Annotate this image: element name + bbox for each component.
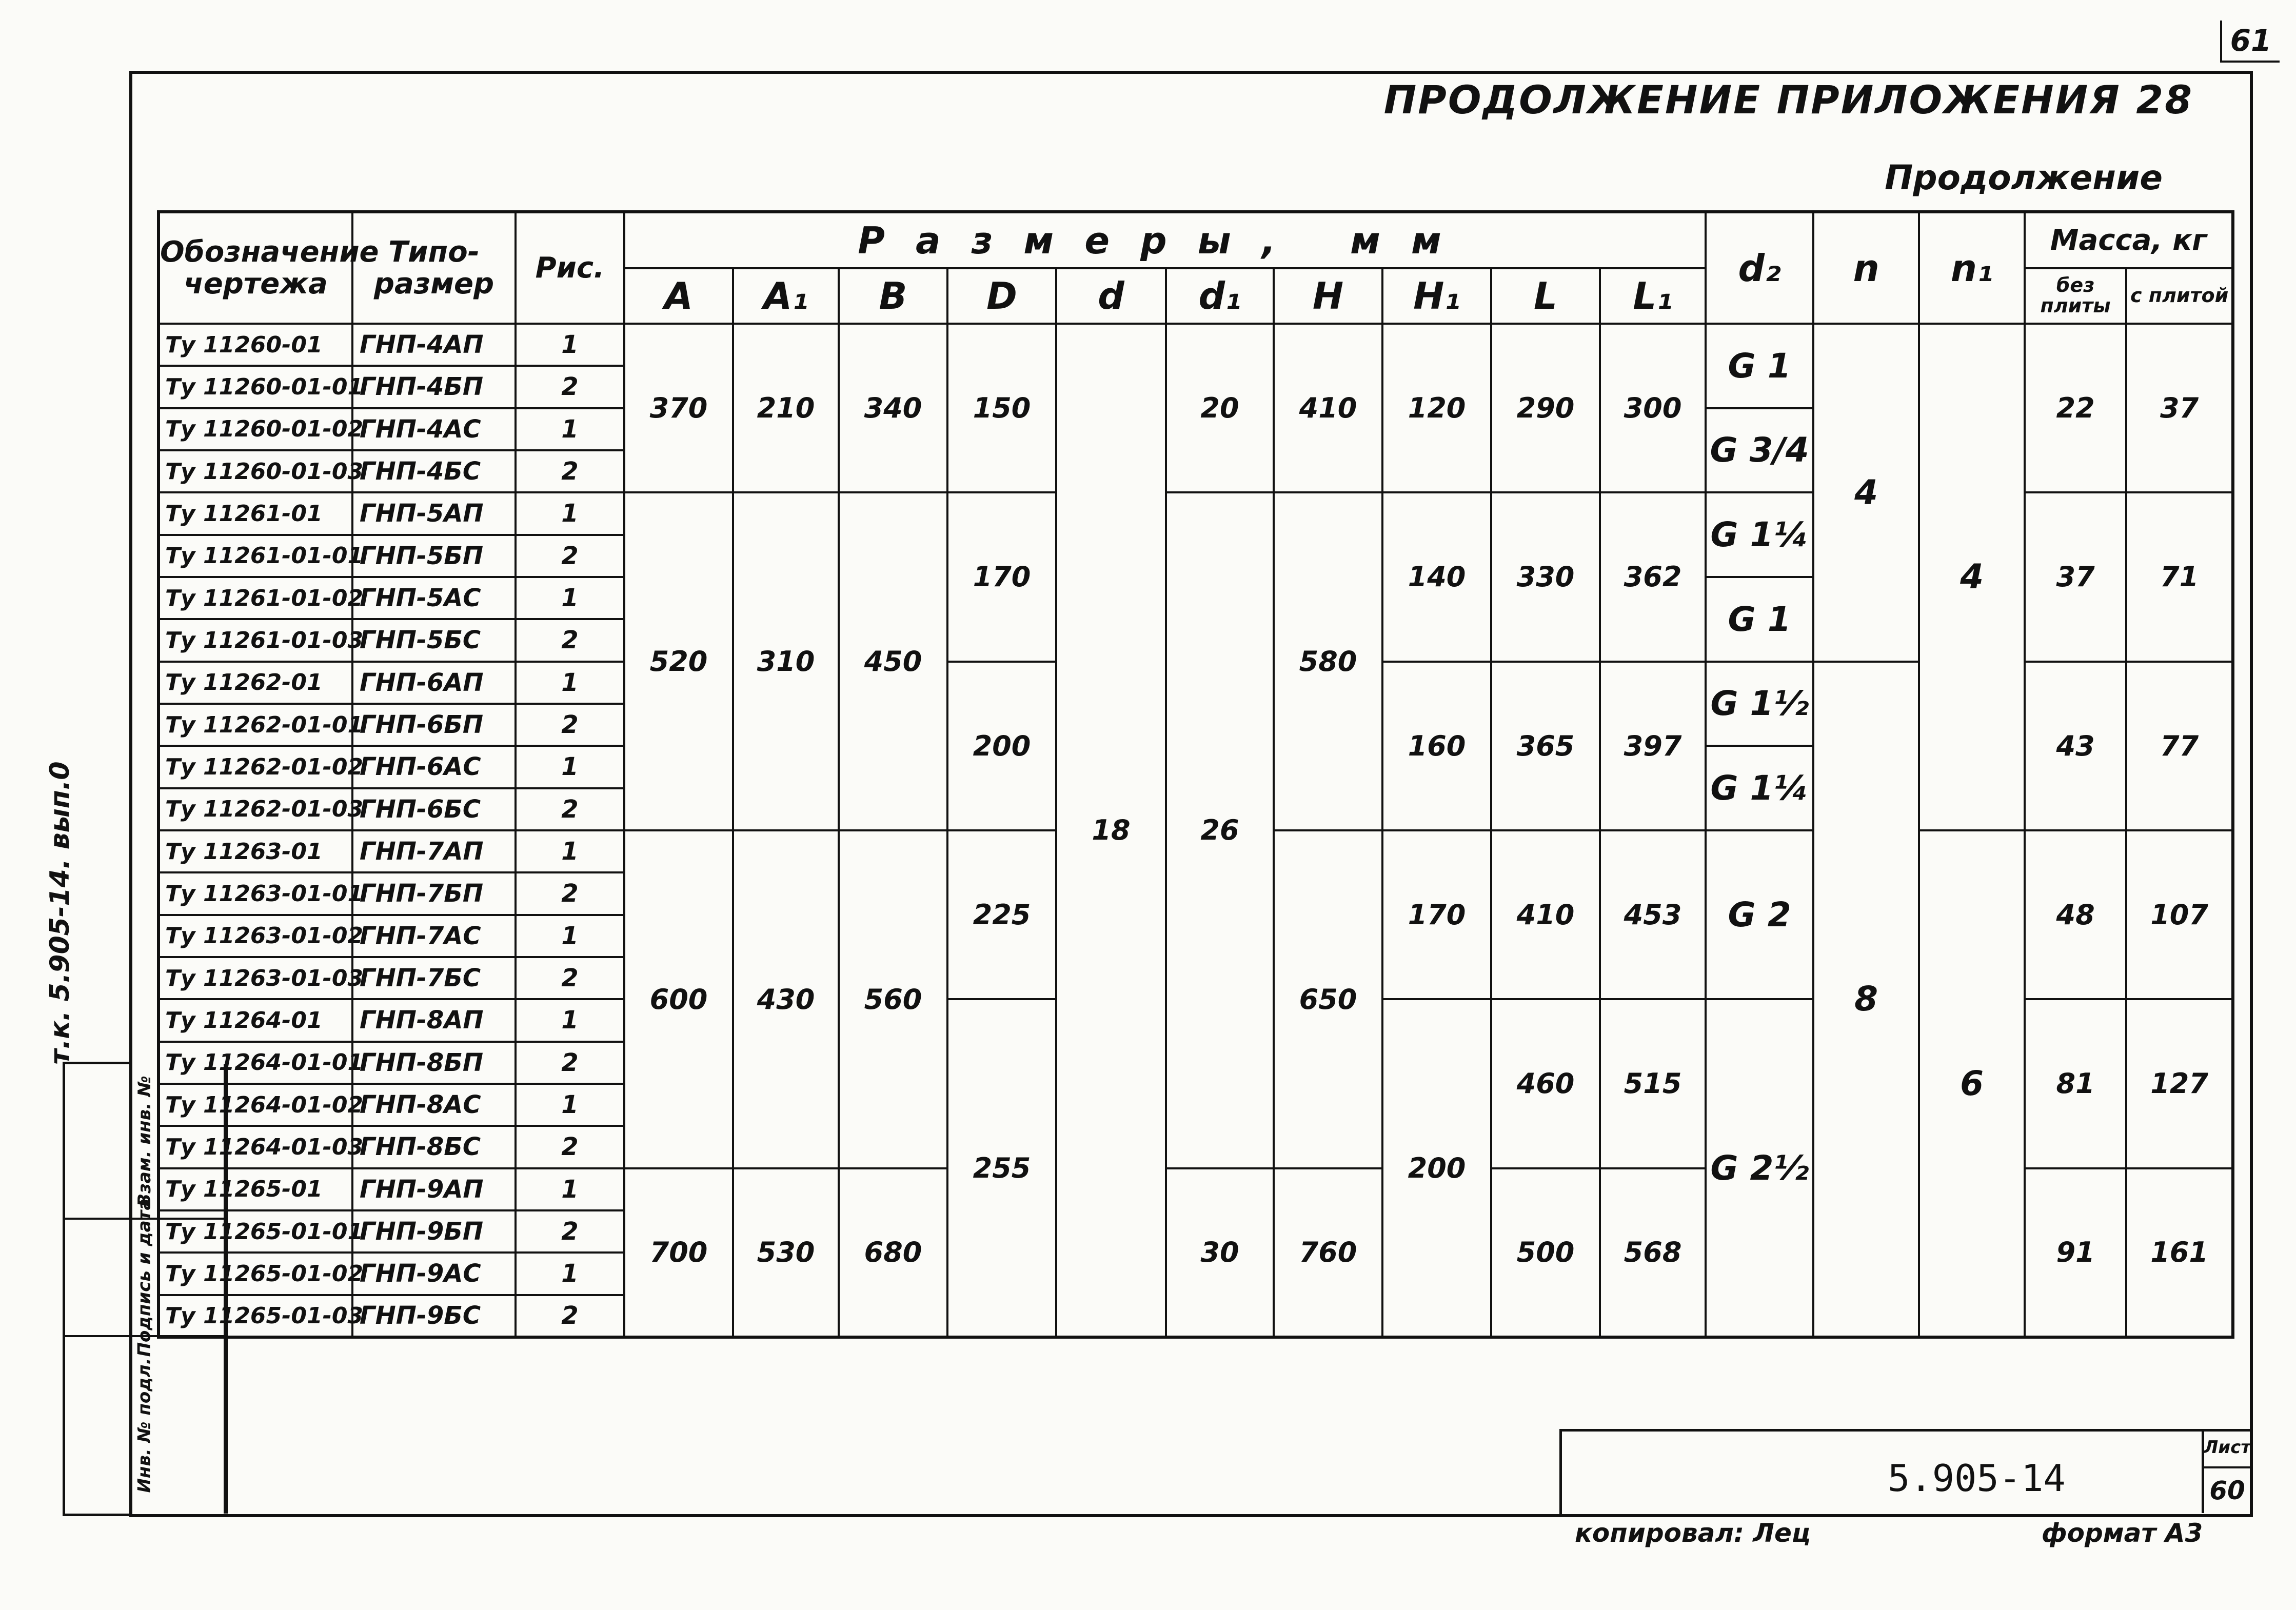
type-size-cell: ГНП-6АС: [352, 746, 516, 788]
header-d1: d₁: [1166, 268, 1274, 324]
L1-cell: 453: [1600, 830, 1706, 999]
mass-with-plate-cell: 77: [2126, 662, 2233, 830]
A1-cell: 430: [733, 830, 839, 1168]
type-size-cell: ГНП-5АП: [352, 492, 516, 534]
figure-cell: 1: [516, 915, 624, 957]
header-dimensions: Размеры, мм: [624, 212, 1706, 268]
drawing-code-cell: Ту 11265-01-03: [159, 1295, 352, 1337]
n1-cell: 6: [1919, 830, 2025, 1337]
type-size-cell: ГНП-5БП: [352, 535, 516, 577]
D-cell: 225: [947, 830, 1056, 999]
figure-cell: 2: [516, 1042, 624, 1084]
drawing-code-cell: Ту 11260-01-03: [159, 450, 352, 492]
figure-cell: 2: [516, 872, 624, 915]
drawing-code-cell: Ту 11264-01: [159, 999, 352, 1041]
drawing-code-cell: Ту 11265-01-01: [159, 1210, 352, 1253]
drawing-code-cell: Ту 11263-01-01: [159, 872, 352, 915]
L-cell: 290: [1491, 324, 1600, 492]
drawing-code-cell: Ту 11263-01-02: [159, 915, 352, 957]
type-size-cell: ГНП-4АП: [352, 324, 516, 366]
figure-cell: 2: [516, 450, 624, 492]
n-cell: 8: [1813, 662, 1919, 1337]
d2-cell: G 2½: [1706, 999, 1813, 1337]
figure-cell: 2: [516, 535, 624, 577]
mass-without-plate-cell: 22: [2025, 324, 2126, 492]
drawing-code-cell: Ту 11262-01-03: [159, 788, 352, 830]
type-size-cell: ГНП-9АС: [352, 1253, 516, 1295]
H-cell: 650: [1274, 830, 1382, 1168]
header-d2: d₂: [1706, 212, 1813, 324]
drawing-code-cell: Ту 11262-01: [159, 662, 352, 704]
paper-format: формат А3: [2042, 1518, 2203, 1548]
H-cell: 580: [1274, 492, 1382, 830]
d-cell: 18: [1056, 324, 1166, 1337]
figure-cell: 2: [516, 1126, 624, 1168]
type-size-cell: ГНП-8АС: [352, 1084, 516, 1126]
figure-cell: 1: [516, 324, 624, 366]
drawing-code-cell: Ту 11263-01-03: [159, 957, 352, 999]
specification-table: [157, 210, 2234, 1339]
d2-cell: G 1¼: [1706, 492, 1813, 577]
d1-cell: 26: [1166, 492, 1274, 1168]
drawing-code-cell: Ту 11262-01-02: [159, 746, 352, 788]
figure-cell: 1: [516, 830, 624, 872]
type-size-cell: ГНП-6БС: [352, 788, 516, 830]
figure-cell: 2: [516, 788, 624, 830]
drawing-code-cell: Ту 11260-01: [159, 324, 352, 366]
drawing-code-cell: Ту 11262-01-01: [159, 704, 352, 746]
figure-cell: 1: [516, 662, 624, 704]
drawing-code-cell: Ту 11261-01-02: [159, 577, 352, 619]
type-size-cell: ГНП-4БП: [352, 366, 516, 408]
figure-cell: 1: [516, 408, 624, 450]
d2-cell: G 1: [1706, 577, 1813, 662]
side-caption: т.к. 5.905-14. вып.0: [45, 761, 75, 1065]
A1-cell: 210: [733, 324, 839, 492]
L-cell: 500: [1491, 1168, 1600, 1337]
figure-cell: 1: [516, 746, 624, 788]
type-size-cell: ГНП-8БП: [352, 1042, 516, 1084]
mass-without-plate-cell: 48: [2025, 830, 2126, 999]
figure-cell: 2: [516, 957, 624, 999]
header-mass-with-plate: с плитой: [2126, 268, 2233, 324]
figure-cell: 1: [516, 492, 624, 534]
mass-with-plate-cell: 127: [2126, 999, 2233, 1168]
B-cell: 680: [839, 1168, 947, 1337]
figure-cell: 1: [516, 1168, 624, 1210]
H1-cell: 200: [1382, 999, 1491, 1337]
header-L1: L₁: [1600, 268, 1706, 324]
B-cell: 560: [839, 830, 947, 1168]
H-cell: 410: [1274, 324, 1382, 492]
L1-cell: 515: [1600, 999, 1706, 1168]
L1-cell: 568: [1600, 1168, 1706, 1337]
header-n1: n₁: [1919, 212, 2025, 324]
d2-cell: G 1: [1706, 324, 1813, 408]
type-size-cell: ГНП-5АС: [352, 577, 516, 619]
table-row: [159, 324, 2233, 366]
figure-cell: 2: [516, 1295, 624, 1337]
figure-cell: 2: [516, 366, 624, 408]
header-n: n: [1813, 212, 1919, 324]
d2-cell: G 1½: [1706, 662, 1813, 746]
A-cell: 600: [624, 830, 733, 1168]
B-cell: 340: [839, 324, 947, 492]
type-size-cell: ГНП-9АП: [352, 1168, 516, 1210]
L-cell: 460: [1491, 999, 1600, 1168]
sheet-box: [2202, 1429, 2250, 1513]
header-H: H: [1274, 268, 1382, 324]
type-size-cell: ГНП-4БС: [352, 450, 516, 492]
H1-cell: 140: [1382, 492, 1491, 661]
type-size-cell: ГНП-7АС: [352, 915, 516, 957]
A-cell: 370: [624, 324, 733, 492]
type-size-cell: ГНП-7БП: [352, 872, 516, 915]
d2-cell: G 1¼: [1706, 746, 1813, 830]
document-code: 5.905-14: [1888, 1457, 2066, 1500]
stamp-label: Инв. № подл.: [134, 1358, 155, 1493]
header-mass-without-plate: без плиты: [2025, 268, 2126, 324]
H1-cell: 120: [1382, 324, 1491, 492]
type-size-cell: ГНП-8БС: [352, 1126, 516, 1168]
A1-cell: 530: [733, 1168, 839, 1337]
mass-with-plate-cell: 107: [2126, 830, 2233, 999]
type-size-cell: ГНП-9БС: [352, 1295, 516, 1337]
H1-cell: 160: [1382, 662, 1491, 830]
drawing-code-cell: Ту 11261-01-01: [159, 535, 352, 577]
type-size-cell: ГНП-5БС: [352, 619, 516, 661]
header-type-size: Типо-размер: [352, 212, 516, 324]
A-cell: 700: [624, 1168, 733, 1337]
mass-with-plate-cell: 71: [2126, 492, 2233, 661]
mass-without-plate-cell: 37: [2025, 492, 2126, 661]
n-cell: 4: [1813, 324, 1919, 662]
d2-cell: G 2: [1706, 830, 1813, 999]
D-cell: 150: [947, 324, 1056, 492]
header-figure: Рис.: [516, 212, 624, 324]
figure-cell: 2: [516, 619, 624, 661]
sheet-value: 60: [2209, 1476, 2245, 1506]
type-size-cell: ГНП-8АП: [352, 999, 516, 1041]
L1-cell: 362: [1600, 492, 1706, 661]
H-cell: 760: [1274, 1168, 1382, 1337]
stamp-label: Взам. инв. №: [134, 1075, 155, 1207]
D-cell: 255: [947, 999, 1056, 1337]
mass-with-plate-cell: 37: [2126, 324, 2233, 492]
copied-by: копировал: Лец: [1575, 1518, 1811, 1548]
drawing-code-cell: Ту 11263-01: [159, 830, 352, 872]
stamp-label: Подпись и дата: [134, 1198, 155, 1357]
H1-cell: 170: [1382, 830, 1491, 999]
d1-cell: 20: [1166, 324, 1274, 492]
drawing-code-cell: Ту 11265-01-02: [159, 1253, 352, 1295]
sheet-label: Лист: [2204, 1429, 2250, 1468]
header-mass: Масса, кг: [2025, 212, 2233, 268]
figure-cell: 1: [516, 1253, 624, 1295]
continuation-label: Продолжение: [1885, 158, 2163, 197]
drawing-code-cell: Ту 11260-01-01: [159, 366, 352, 408]
B-cell: 450: [839, 492, 947, 830]
type-size-cell: ГНП-7БС: [352, 957, 516, 999]
drawing-code-cell: Ту 11260-01-02: [159, 408, 352, 450]
L1-cell: 300: [1600, 324, 1706, 492]
n1-cell: 4: [1919, 324, 2025, 830]
figure-cell: 1: [516, 999, 624, 1041]
figure-cell: 1: [516, 1084, 624, 1126]
figure-cell: 2: [516, 704, 624, 746]
type-size-cell: ГНП-9БП: [352, 1210, 516, 1253]
header-B: B: [839, 268, 947, 324]
A-cell: 520: [624, 492, 733, 830]
type-size-cell: ГНП-6БП: [352, 704, 516, 746]
D-cell: 170: [947, 492, 1056, 661]
mass-without-plate-cell: 43: [2025, 662, 2126, 830]
figure-cell: 1: [516, 577, 624, 619]
mass-without-plate-cell: 91: [2025, 1168, 2126, 1337]
drawing-code-cell: Ту 11265-01: [159, 1168, 352, 1210]
header-row: [159, 212, 2233, 268]
header-d: d: [1056, 268, 1166, 324]
L-cell: 330: [1491, 492, 1600, 661]
header-A: A: [624, 268, 733, 324]
A1-cell: 310: [733, 492, 839, 830]
side-stamp: [63, 1062, 155, 1516]
mass-without-plate-cell: 81: [2025, 999, 2126, 1168]
L1-cell: 397: [1600, 662, 1706, 830]
figure-cell: 2: [516, 1210, 624, 1253]
drawing-code-cell: Ту 11261-01: [159, 492, 352, 534]
sheet-number: 61: [2220, 21, 2280, 63]
side-stamp-cell: [65, 1337, 224, 1514]
L-cell: 410: [1491, 830, 1600, 999]
header-L: L: [1491, 268, 1600, 324]
drawing-code-cell: Ту 11264-01-03: [159, 1126, 352, 1168]
d1-cell: 30: [1166, 1168, 1274, 1337]
header-H1: H₁: [1382, 268, 1491, 324]
drawing-code-cell: Ту 11264-01-02: [159, 1084, 352, 1126]
type-size-cell: ГНП-4АС: [352, 408, 516, 450]
drawing-code-cell: Ту 11264-01-01: [159, 1042, 352, 1084]
type-size-cell: ГНП-7АП: [352, 830, 516, 872]
header-D: D: [947, 268, 1056, 324]
header-A1: A₁: [733, 268, 839, 324]
header-designation: Обозначение чертежа: [159, 212, 352, 324]
drawing-code-cell: Ту 11261-01-03: [159, 619, 352, 661]
type-size-cell: ГНП-6АП: [352, 662, 516, 704]
d2-cell: G 3/4: [1706, 408, 1813, 493]
D-cell: 200: [947, 662, 1056, 830]
L-cell: 365: [1491, 662, 1600, 830]
mass-with-plate-cell: 161: [2126, 1168, 2233, 1337]
appendix-title: ПРОДОЛЖЕНИЕ ПРИЛОЖЕНИЯ 28: [1383, 77, 2193, 123]
